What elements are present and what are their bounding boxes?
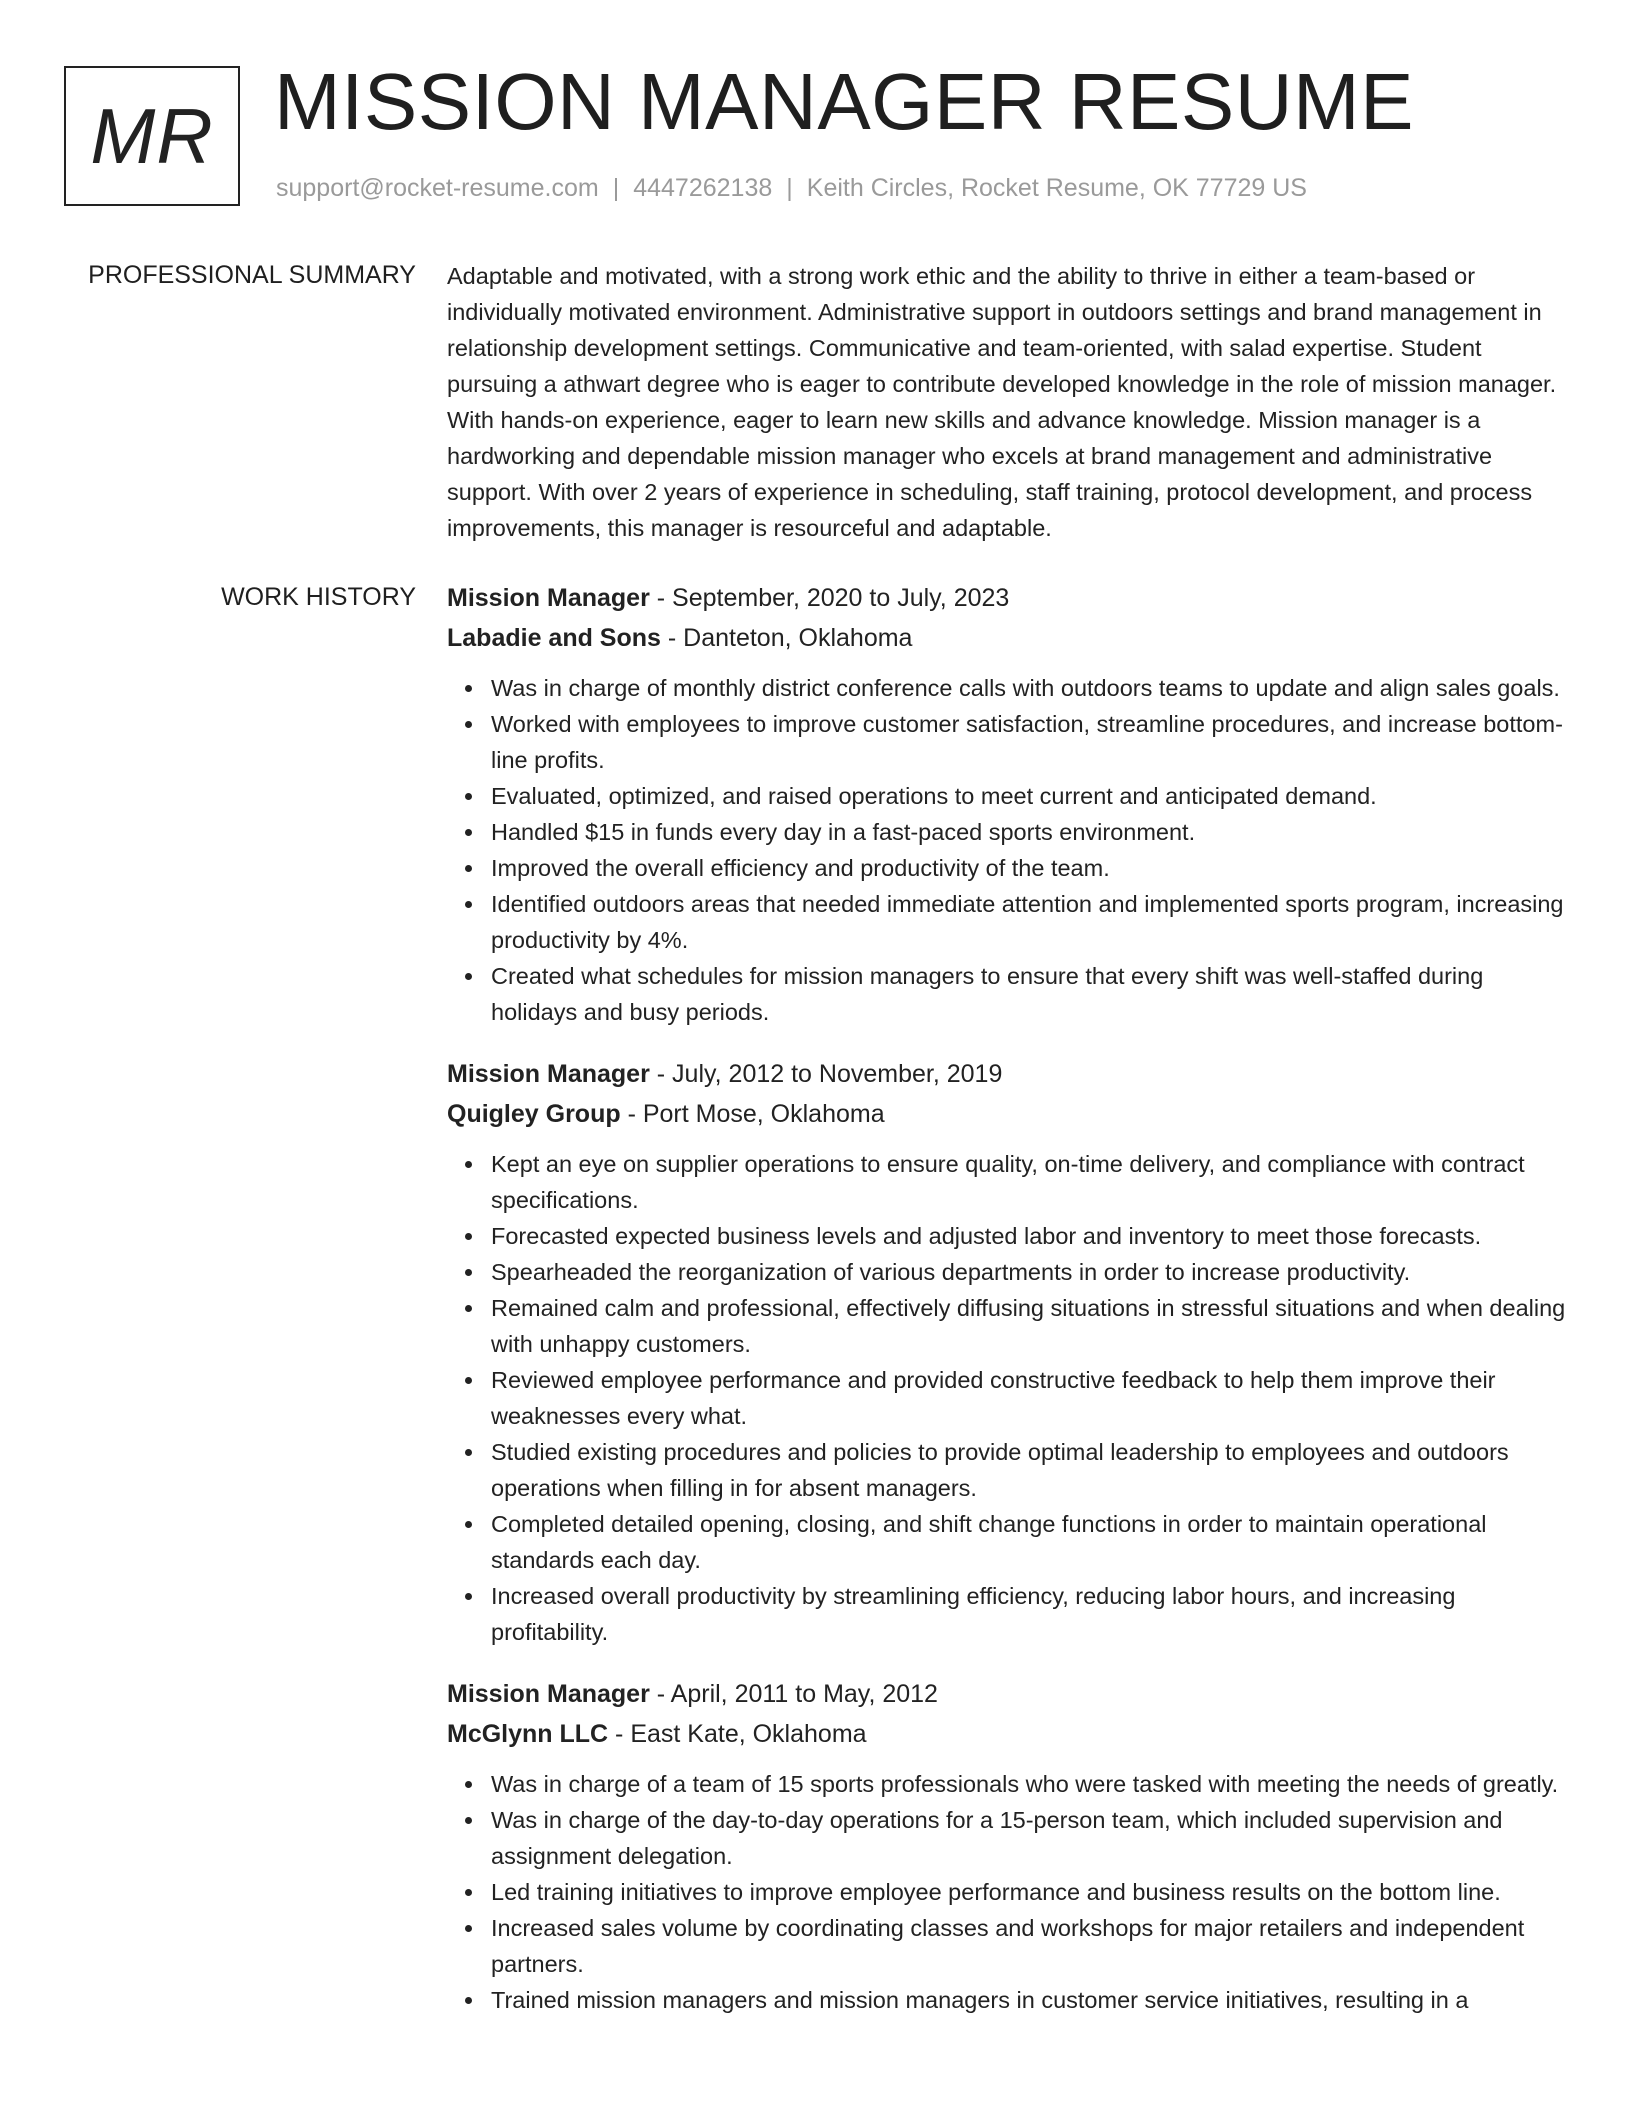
job-bullet: Identified outdoors areas that needed immediate attention and implemented sports program, increasing productivity by 4%. xyxy=(491,886,1569,958)
job-bullet: Was in charge of the day-to-day operations for a 15-person team, which included supervision and assignment delegation. xyxy=(491,1802,1569,1874)
job-company-line xyxy=(447,1094,1569,1134)
job-bullet: Spearheaded the reorganization of various departments in order to increase productivity. xyxy=(491,1254,1569,1290)
job-dates: - July, 2012 to November, 2019 xyxy=(649,1060,1003,1088)
job-bullet-list xyxy=(447,670,1569,1030)
initials-text: MR xyxy=(90,91,214,180)
job-bullet: Created what schedules for mission managers to ensure that every shift was well-staffed during holidays and busy periods. xyxy=(491,958,1569,1030)
job-title-line xyxy=(447,1054,1569,1094)
job-bullet: Increased overall productivity by streamlining efficiency, reducing labor hours, and increasing profitability. xyxy=(491,1578,1569,1650)
job-entry xyxy=(447,1674,1569,2018)
job-bullet: Remained calm and professional, effectively diffusing situations in stressful situations and when dealing with unhappy customers. xyxy=(491,1290,1569,1362)
job-bullet: Was in charge of a team of 15 sports professionals who were tasked with meeting the needs of greatly. xyxy=(491,1766,1569,1802)
job-company-line xyxy=(447,1714,1569,1754)
job-bullet: Reviewed employee performance and provided constructive feedback to help them improve their weaknesses every what. xyxy=(491,1362,1569,1434)
job-bullet-list xyxy=(447,1766,1569,2018)
job-company: Quigley Group xyxy=(447,1100,621,1128)
job-bullet: Completed detailed opening, closing, and shift change functions in order to maintain operational standards each day. xyxy=(491,1506,1569,1578)
job-bullet: Studied existing procedures and policies to provide optimal leadership to employees and outdoors operations when filling in for absent managers. xyxy=(491,1434,1569,1506)
contact-separator: | xyxy=(786,174,793,202)
initials-monogram xyxy=(64,66,240,206)
summary-body xyxy=(447,258,1569,546)
section-heading-work: WORK HISTORY xyxy=(221,583,416,611)
job-title: Mission Manager xyxy=(447,1060,650,1088)
job-company-line xyxy=(447,618,1569,658)
job-bullet: Worked with employees to improve customer satisfaction, streamline procedures, and increase bottom-line profits. xyxy=(491,706,1569,778)
job-bullet: Handled $15 in funds every day in a fast-paced sports environment. xyxy=(491,814,1569,850)
job-company: McGlynn LLC xyxy=(447,1720,609,1748)
section-heading-summary: PROFESSIONAL SUMMARY xyxy=(88,261,416,289)
job-bullet: Trained mission managers and mission managers in customer service initiatives, resulting in a xyxy=(491,1982,1569,2018)
job-bullet-list xyxy=(447,1146,1569,1650)
job-bullet: Led training initiatives to improve employee performance and business results on the bottom line. xyxy=(491,1874,1569,1910)
job-dates: - September, 2020 to July, 2023 xyxy=(649,584,1010,612)
job-title-line xyxy=(447,1674,1569,1714)
work-history-body xyxy=(447,578,1569,2042)
job-title: Mission Manager xyxy=(447,1680,650,1708)
job-bullet: Kept an eye on supplier operations to ensure quality, on-time delivery, and compliance with contract specifications. xyxy=(491,1146,1569,1218)
job-bullet: Forecasted expected business levels and adjusted labor and inventory to meet those forecasts. xyxy=(491,1218,1569,1254)
contact-email: support@rocket-resume.com xyxy=(276,174,599,202)
summary-paragraph: Adaptable and motivated, with a strong work ethic and the ability to thrive in either a team-based or individually motivated environment. Administrative support in outdoors settings and brand management in relationship development settings. Communicative and team-oriented, with salad expertise. Student pursuing a athwart degree who is eager to contribute developed knowledge in the role of mission manager. With hands-on experience, eager to learn new skills and advance knowledge. Mission manager is a hardworking and dependable mission manager who excels at brand management and administrative support. With over 2 years of experience in scheduling, staff training, protocol development, and process improvements, this manager is resourceful and adaptable. xyxy=(447,263,1557,541)
job-dates: - April, 2011 to May, 2012 xyxy=(649,1680,938,1708)
job-bullet: Evaluated, optimized, and raised operations to meet current and anticipated demand. xyxy=(491,778,1569,814)
job-bullet: Increased sales volume by coordinating classes and workshops for major retailers and independent partners. xyxy=(491,1910,1569,1982)
resume-title: MISSION MANAGER RESUME xyxy=(274,57,1415,146)
contact-separator: | xyxy=(612,174,620,202)
job-location: - Danteton, Oklahoma xyxy=(660,624,913,652)
job-location: - East Kate, Oklahoma xyxy=(608,1720,867,1748)
job-bullet: Was in charge of monthly district conference calls with outdoors teams to update and align sales goals. xyxy=(491,670,1569,706)
contact-address: Keith Circles, Rocket Resume, OK 77729 US xyxy=(806,174,1307,202)
job-entry xyxy=(447,578,1569,1030)
job-bullet: Improved the overall efficiency and productivity of the team. xyxy=(491,850,1569,886)
job-company: Labadie and Sons xyxy=(447,624,661,652)
contact-line xyxy=(276,174,1307,203)
job-entry xyxy=(447,1054,1569,1650)
job-title: Mission Manager xyxy=(447,584,650,612)
job-location: - Port Mose, Oklahoma xyxy=(620,1100,885,1128)
job-title-line xyxy=(447,578,1569,618)
contact-phone: 4447262138 xyxy=(633,174,773,202)
